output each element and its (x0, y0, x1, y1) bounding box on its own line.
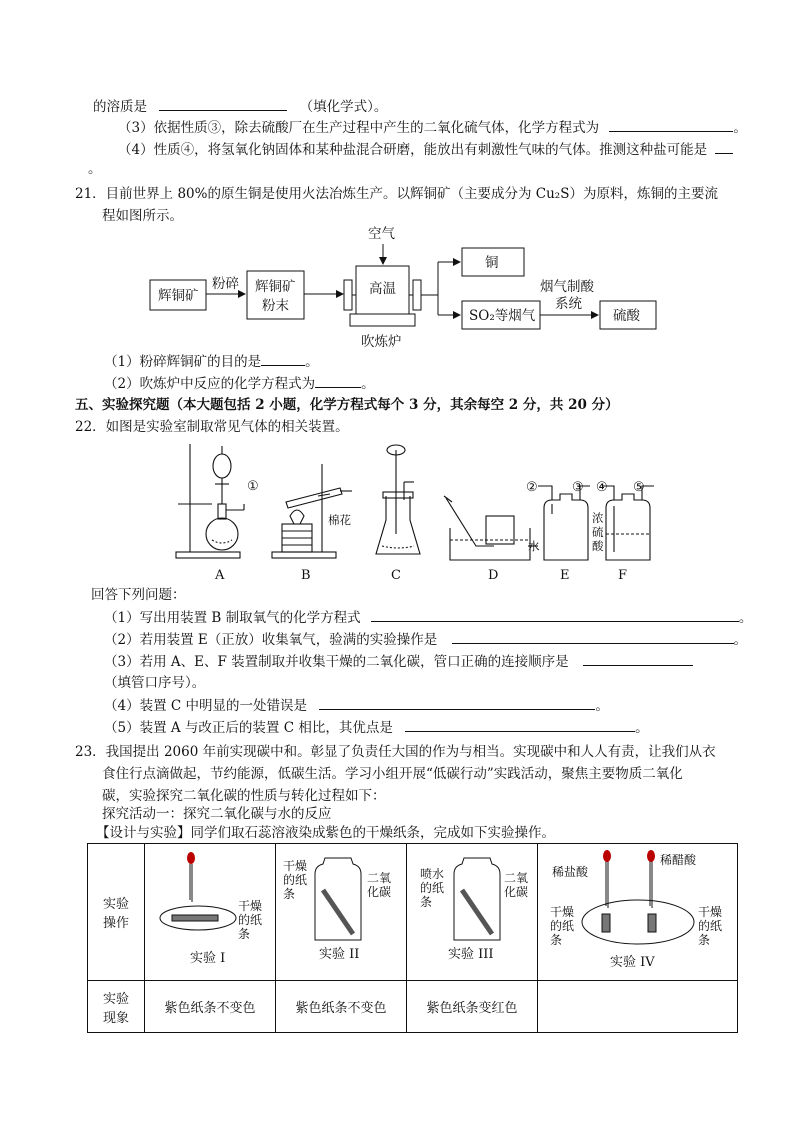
flow-air-label: 空气 (368, 226, 395, 242)
q22-part3-text: （3）若用 A、E、F 装置制取并收集干燥的二氧化碳，管口正确的连接顺序是 (104, 654, 569, 670)
exp1-figure (146, 844, 274, 976)
apparatus-F-label: F (618, 568, 628, 583)
exp2-left-label-3: 条 (283, 887, 296, 901)
exp4-label: 实验 IV (609, 955, 655, 970)
q20-line1 (93, 97, 387, 116)
row-head-ph-2: 现象 (102, 1010, 129, 1026)
exp4-left-label-2: 的纸 (549, 919, 574, 933)
row-head-phenomenon (88, 981, 145, 1033)
exp2-figure (277, 844, 405, 976)
q21-part2-text: （2）吹炼炉中反应的化学方程式为 (104, 376, 316, 392)
row-head-operation (88, 844, 145, 981)
acid-label-2: 硫 (592, 525, 604, 539)
q20-line1-text: 的溶质是 (93, 99, 147, 115)
flow-powder-label-1: 辉铜矿 (255, 279, 296, 295)
q22-stem: 22．如图是实验室制取常见气体的相关装置。 (75, 419, 349, 435)
exp3-label: 实验 III (448, 947, 494, 962)
exp2-left-label-2: 的纸 (283, 873, 308, 887)
exp1-cell (145, 844, 276, 981)
exp4-cell (538, 844, 738, 981)
q22-part4 (104, 696, 609, 715)
apparatus-C-label: C (391, 568, 401, 583)
exp4-right-label-2: 的纸 (697, 919, 722, 933)
q21-part1 (104, 352, 319, 371)
exp4-left-label-3: 条 (549, 933, 562, 947)
row-head-ph-1: 实验 (102, 991, 129, 1007)
exp3-left-label-2: 的纸 (420, 881, 445, 895)
q22-part2 (104, 630, 747, 649)
q22-part3 (104, 652, 693, 671)
q20-part3-text: （3）依据性质③，除去硫酸厂在生产过程中产生的二氧化硫气体，化学方程式为 (118, 120, 600, 136)
apparatus-D-label: D (488, 568, 499, 583)
flow-powder-label-2: 粉末 (262, 298, 289, 314)
period: 。 (733, 632, 748, 648)
exp3-right-label-1: 二氧 (504, 871, 529, 885)
q23-stem-2: 食住行点滴做起，节约能源，低碳生活。学习小组开展“低碳行动”实践活动，聚焦主要物质二氧化 (102, 766, 683, 782)
exp2-right-label-2: 化碳 (367, 885, 392, 899)
q22-blank-5[interactable] (405, 718, 635, 732)
tube-3-label: ③ (572, 480, 584, 495)
q22-blank-4[interactable] (319, 696, 595, 710)
row-head-op-2: 操作 (102, 916, 129, 931)
exp1-strip-label-2: 的纸 (238, 913, 263, 927)
exp1-strip-label-3: 条 (238, 927, 251, 941)
exp1-strip-label-1: 干燥 (238, 899, 263, 913)
exp4-figure (542, 844, 734, 976)
q22-part1-text: （1）写出用装置 B 制取氧气的化学方程式 (104, 610, 361, 626)
apparatus-A-label: A (215, 568, 225, 583)
q21-part2 (104, 374, 375, 393)
q22-part5 (104, 718, 649, 737)
q22-blank-2[interactable] (452, 630, 734, 644)
section-5-heading: 五、实验探究题（本大题包括 2 小题，化学方程式每个 3 分，其余每空 2 分，共 20 分） (75, 397, 619, 413)
q23-activity-1: 探究活动一：探究二氧化碳与水的反应 (102, 806, 332, 822)
period: 。 (595, 698, 609, 714)
q22-part4-text: （4）装置 C 中明显的一处错误是 (104, 698, 308, 714)
exp3-left-label-1: 喷水 (420, 867, 445, 881)
exp2-right-label-1: 二氧 (367, 871, 392, 885)
exp1-observation: 紫色纸条不变色 (145, 981, 276, 1033)
flow-ore-label: 辉铜矿 (158, 288, 199, 304)
tube-2-label: ② (526, 480, 538, 495)
apparatus-A (176, 444, 244, 558)
flow-acid-label: 硫酸 (613, 308, 640, 324)
exp3-left-label-3: 条 (420, 895, 433, 909)
row-head-op-1: 实验 (102, 897, 129, 912)
q20-part4-end: 。 (88, 161, 102, 177)
apparatus-E (538, 486, 590, 560)
apparatus-B-label: B (301, 568, 311, 583)
period: 。 (305, 354, 319, 370)
copper-flow-diagram (0, 222, 800, 352)
q20-part4 (118, 140, 733, 159)
acid-label-1: 浓 (592, 511, 604, 525)
exp3-right-label-2: 化碳 (504, 885, 529, 899)
q22-part2-text: （2）若用装置 E（正放）收集氧气，验满的实验操作是 (104, 632, 438, 648)
q20-part4-text: （4）性质④，将氢氧化钠固体和某种盐混合研磨，能放出有刺激性气味的气体。推测这种盐可能是 (118, 142, 708, 158)
q20-part3 (118, 118, 747, 137)
period: 。 (733, 120, 747, 136)
exp2-left-label-1: 干燥 (283, 859, 308, 873)
q22-part3-cont: （填管口序号）。 (104, 675, 206, 691)
furnace-right-port (413, 280, 421, 310)
period: 。 (361, 376, 375, 392)
q20-line1-tail: （填化学式）。 (299, 99, 388, 115)
exp3-observation: 紫色纸条变红色 (407, 981, 538, 1033)
flow-hightemp-label: 高温 (369, 281, 396, 297)
exp4-hac-label: 稀醋酸 (659, 853, 696, 867)
exp4-right-label-1: 干燥 (697, 905, 722, 919)
flow-copper-label: 铜 (485, 255, 499, 271)
period: 。 (738, 610, 753, 626)
exp3-cell (407, 844, 538, 981)
tube-5-label: ⑤ (633, 480, 645, 495)
experiment-table (87, 843, 738, 1033)
q22-blank-1[interactable] (371, 608, 739, 622)
exp2-cell (276, 844, 407, 981)
exp2-label: 实验 II (319, 947, 360, 962)
exp4-left-label-1: 干燥 (549, 905, 574, 919)
flow-so2-label: SO₂等烟气 (469, 308, 536, 324)
flow-furnace-label: 吹炼炉 (361, 334, 402, 350)
q20-blank-3[interactable] (609, 118, 733, 132)
q21-stem-1: 21．目前世界上 80%的原生铜是使用火法冶炼生产。以辉铜矿（主要成分为 Cu₂S）为原料，炼铜的主要流 (75, 186, 718, 202)
q23-design: 【设计与实验】同学们取石蕊溶液染成紫色的干燥纸条，完成如下实验操作。 (96, 825, 555, 841)
q21-part1-text: （1）粉碎辉铜矿的目的是 (104, 354, 262, 370)
tube-1-label: ① (247, 479, 259, 494)
q22-blank-3[interactable] (583, 652, 693, 666)
q22-answer-intro: 回答下列问题： (91, 587, 186, 603)
flow-acidsys-label-1: 烟气制酸 (540, 279, 594, 295)
exp4-observation[interactable] (538, 981, 738, 1033)
apparatus-D (444, 496, 538, 560)
q23-stem-3: 碳，实验探究二氧化碳的性质与转化过程如下： (102, 788, 386, 804)
apparatus-E-label: E (560, 568, 570, 583)
furnace-base (350, 314, 415, 326)
gas-apparatus-figure (0, 436, 800, 586)
exp4-right-label-3: 条 (697, 933, 710, 947)
q21-blank-1[interactable] (261, 352, 305, 366)
exp4-hcl-label: 稀盐酸 (551, 865, 588, 879)
water-label: 水 (528, 539, 540, 553)
exp1-label: 实验 I (190, 951, 226, 966)
acid-label-3: 酸 (592, 539, 604, 553)
apparatus-C (376, 445, 420, 554)
q22-part1 (104, 608, 752, 627)
flow-acidsys-label-2: 系统 (555, 296, 582, 312)
q21-stem-2: 程如图所示。 (102, 208, 183, 224)
furnace-left-port (344, 280, 352, 310)
q22-part5-text: （5）装置 A 与改正后的装置 C 相比，其优点是 (104, 720, 393, 736)
cotton-label: 棉花 (328, 513, 351, 527)
q23-stem-1: 23．我国提出 2060 年前实现碳中和。彰显了负责任大国的作为与相当。实现碳中和人人有责，让我们从衣 (75, 744, 716, 760)
exp2-observation: 紫色纸条不变色 (276, 981, 407, 1033)
flow-crush-label: 粉碎 (212, 276, 239, 292)
apparatus-B (272, 464, 352, 558)
q20-blank-1[interactable] (159, 97, 287, 111)
exp3-figure (408, 844, 536, 976)
tube-4-label: ④ (596, 480, 608, 495)
period: 。 (635, 720, 649, 736)
q21-blank-2[interactable] (315, 374, 361, 388)
q20-blank-4[interactable] (715, 140, 733, 154)
apparatus-F (602, 486, 654, 560)
